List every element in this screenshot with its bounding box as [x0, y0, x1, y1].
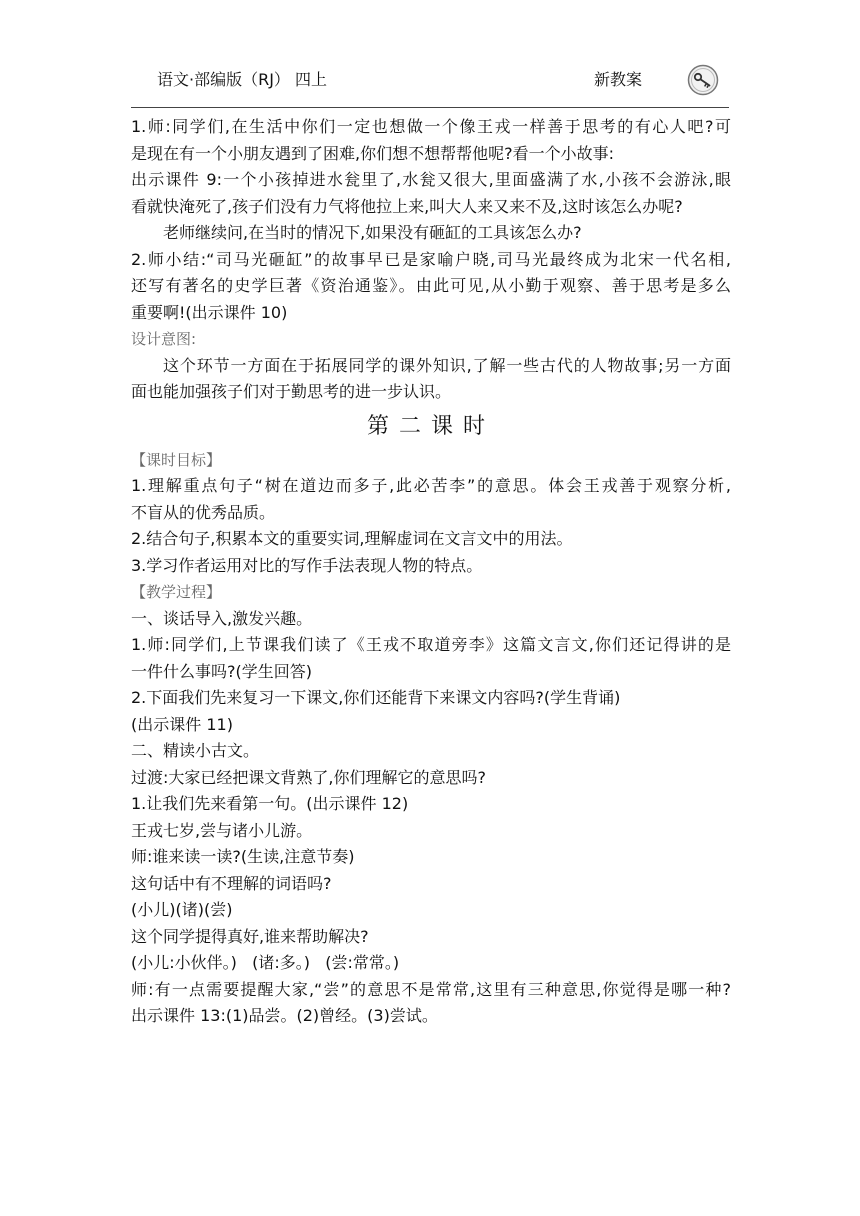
key-circle-logo-icon: [687, 64, 719, 96]
design-intent-label: 设计意图:: [131, 330, 197, 348]
paragraph-line: 这句话中有不理解的词语吗?: [131, 873, 332, 893]
paragraph-line: (小儿:小伙伴。) (诸:多。) (尝:常常。): [131, 953, 400, 972]
paragraph-line: 出示课件 13:(1)品尝。(2)曾经。(3)尝试。: [131, 1006, 438, 1025]
paragraph-line: 过渡:大家已经把课文背熟了,你们理解它的意思吗?: [131, 767, 486, 787]
goal-line: 3.学习作者运用对比的写作手法表现人物的特点。: [131, 555, 483, 575]
page-header: [131, 60, 729, 108]
paragraph-line: 师:有一点需要提醒大家,“尝”的意思不是常常,这里有三种意思,你觉得是哪一种?: [131, 979, 731, 999]
goals-heading: 【课时目标】: [131, 450, 222, 469]
paragraph-line: (出示课件 11): [131, 714, 233, 734]
document-body: [131, 114, 731, 1030]
step-heading: 二、精读小古文。: [131, 741, 260, 760]
paragraph-line: 这个环节一方面在于拓展同学的课外知识,了解一些古代的人物故事;另一方面: [163, 355, 731, 375]
paragraph-line: 一件什么事吗?(学生回答): [131, 661, 312, 681]
paragraph-line: 王戎七岁,尝与诸小儿游。: [131, 820, 313, 840]
paragraph-line: 2.师小结:“司马光砸缸”的故事早已是家喻户晓,司马光最终成为北宋一代名相,: [131, 249, 731, 269]
goal-line: 1.理解重点句子“树在道边而多子,此必苦李”的意思。体会王戎善于观察分析,: [131, 476, 731, 495]
paragraph-line: 1.让我们先来看第一句。(出示课件 12): [131, 794, 409, 813]
header-lesson-plan-label: 新教案: [594, 70, 643, 89]
paragraph-line: 面也能加强孩子们对于勤思考的进一步认识。: [131, 382, 452, 401]
paragraph-line: 还写有著名的史学巨著《资治通鉴》。由此可见,从小勤于观察、善于思考是多么: [131, 276, 731, 295]
paragraph-line: (小儿)(诸)(尝): [131, 900, 233, 919]
paragraph-line: 师:谁来读一读?(生读,注意节奏): [131, 847, 355, 866]
goal-line: 2.结合句子,积累本文的重要实词,理解虚词在文言文中的用法。: [131, 529, 573, 548]
paragraph-line: 看就快淹死了,孩子们没有力气将他拉上来,叫大人来又来不及,这时该怎么办呢?: [131, 196, 683, 216]
paragraph-line: 1.师:同学们,在生活中你们一定也想做一个像王戎一样善于思考的有心人吧?可: [131, 117, 731, 136]
section-title: 第二课时: [366, 413, 495, 439]
header-textbook-label: 语文·部编版（RJ） 四上: [157, 70, 328, 89]
process-heading: 【教学过程】: [131, 583, 222, 601]
paragraph-line: 这个同学提得真好,谁来帮助解决?: [131, 926, 369, 946]
paragraph-line: 是现在有一个小朋友遇到了困难,你们想不想帮帮他呢?看一个小故事:: [131, 143, 614, 163]
goal-line: 不盲从的优秀品质。: [131, 502, 276, 522]
paragraph-line: 重要啊!(出示课件 10): [131, 302, 288, 322]
paragraph-line: 老师继续问,在当时的情况下,如果没有砸缸的工具该怎么办?: [163, 223, 582, 242]
paragraph-line: 2.下面我们先来复习一下课文,你们还能背下来课文内容吗?(学生背诵): [131, 688, 621, 707]
step-heading: 一、谈话导入,激发兴趣。: [131, 608, 313, 628]
paragraph-line: 1.师:同学们,上节课我们读了《王戎不取道旁李》这篇文言文,你们还记得讲的是: [131, 635, 731, 654]
paragraph-line: 出示课件 9:一个小孩掉进水瓮里了,水瓮又很大,里面盛满了水,小孩不会游泳,眼: [131, 170, 731, 189]
